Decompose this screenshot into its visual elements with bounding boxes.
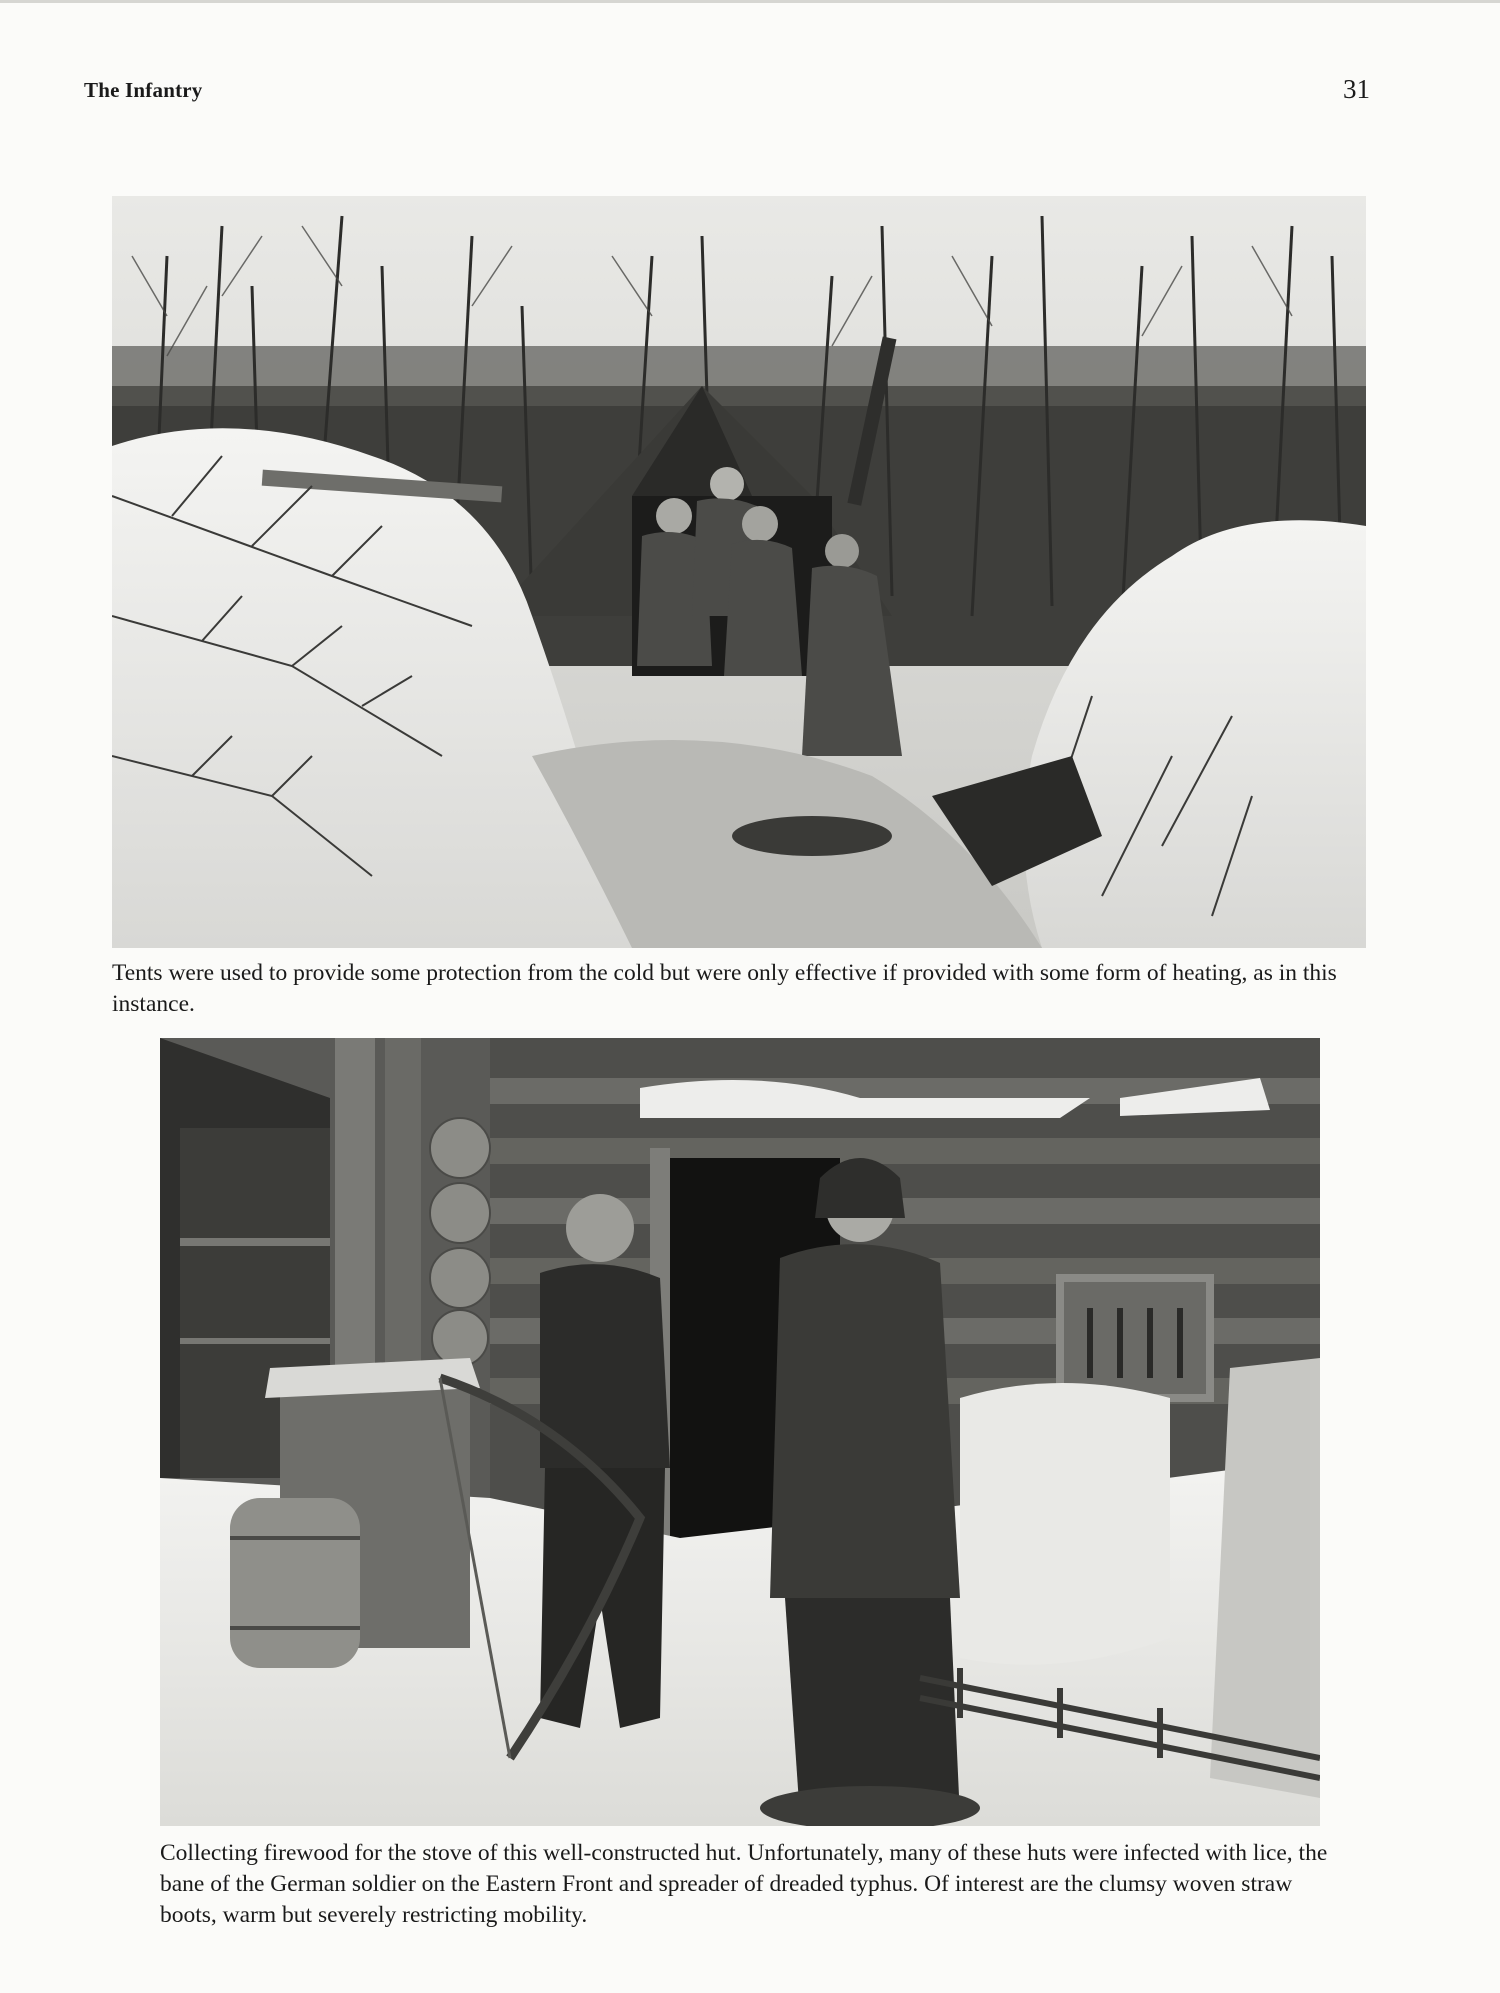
page-number: 31 — [1343, 74, 1370, 104]
running-head: The Infantry — [84, 78, 203, 102]
figure-caption-1: Tents were used to provide some protection from the cold but were only effective if provided with some form of heating, as in this instance. — [112, 960, 1337, 1017]
photo-log-hut — [160, 1038, 1320, 1826]
tent-photo-illustration — [112, 196, 1366, 948]
figure-caption-2: Collecting firewood for the stove of this well-constructed hut. Unfortunately, many of these huts were infected with lice, the bane of the German soldier on the Eastern Front and spreader of dreaded typhus. Of interest are the clumsy woven straw boots, warm but severely restricting mobility. — [160, 1840, 1328, 1928]
photo-tent-in-snow — [112, 196, 1366, 948]
top-rule — [0, 0, 1500, 3]
hut-photo-illustration — [160, 1038, 1320, 1826]
